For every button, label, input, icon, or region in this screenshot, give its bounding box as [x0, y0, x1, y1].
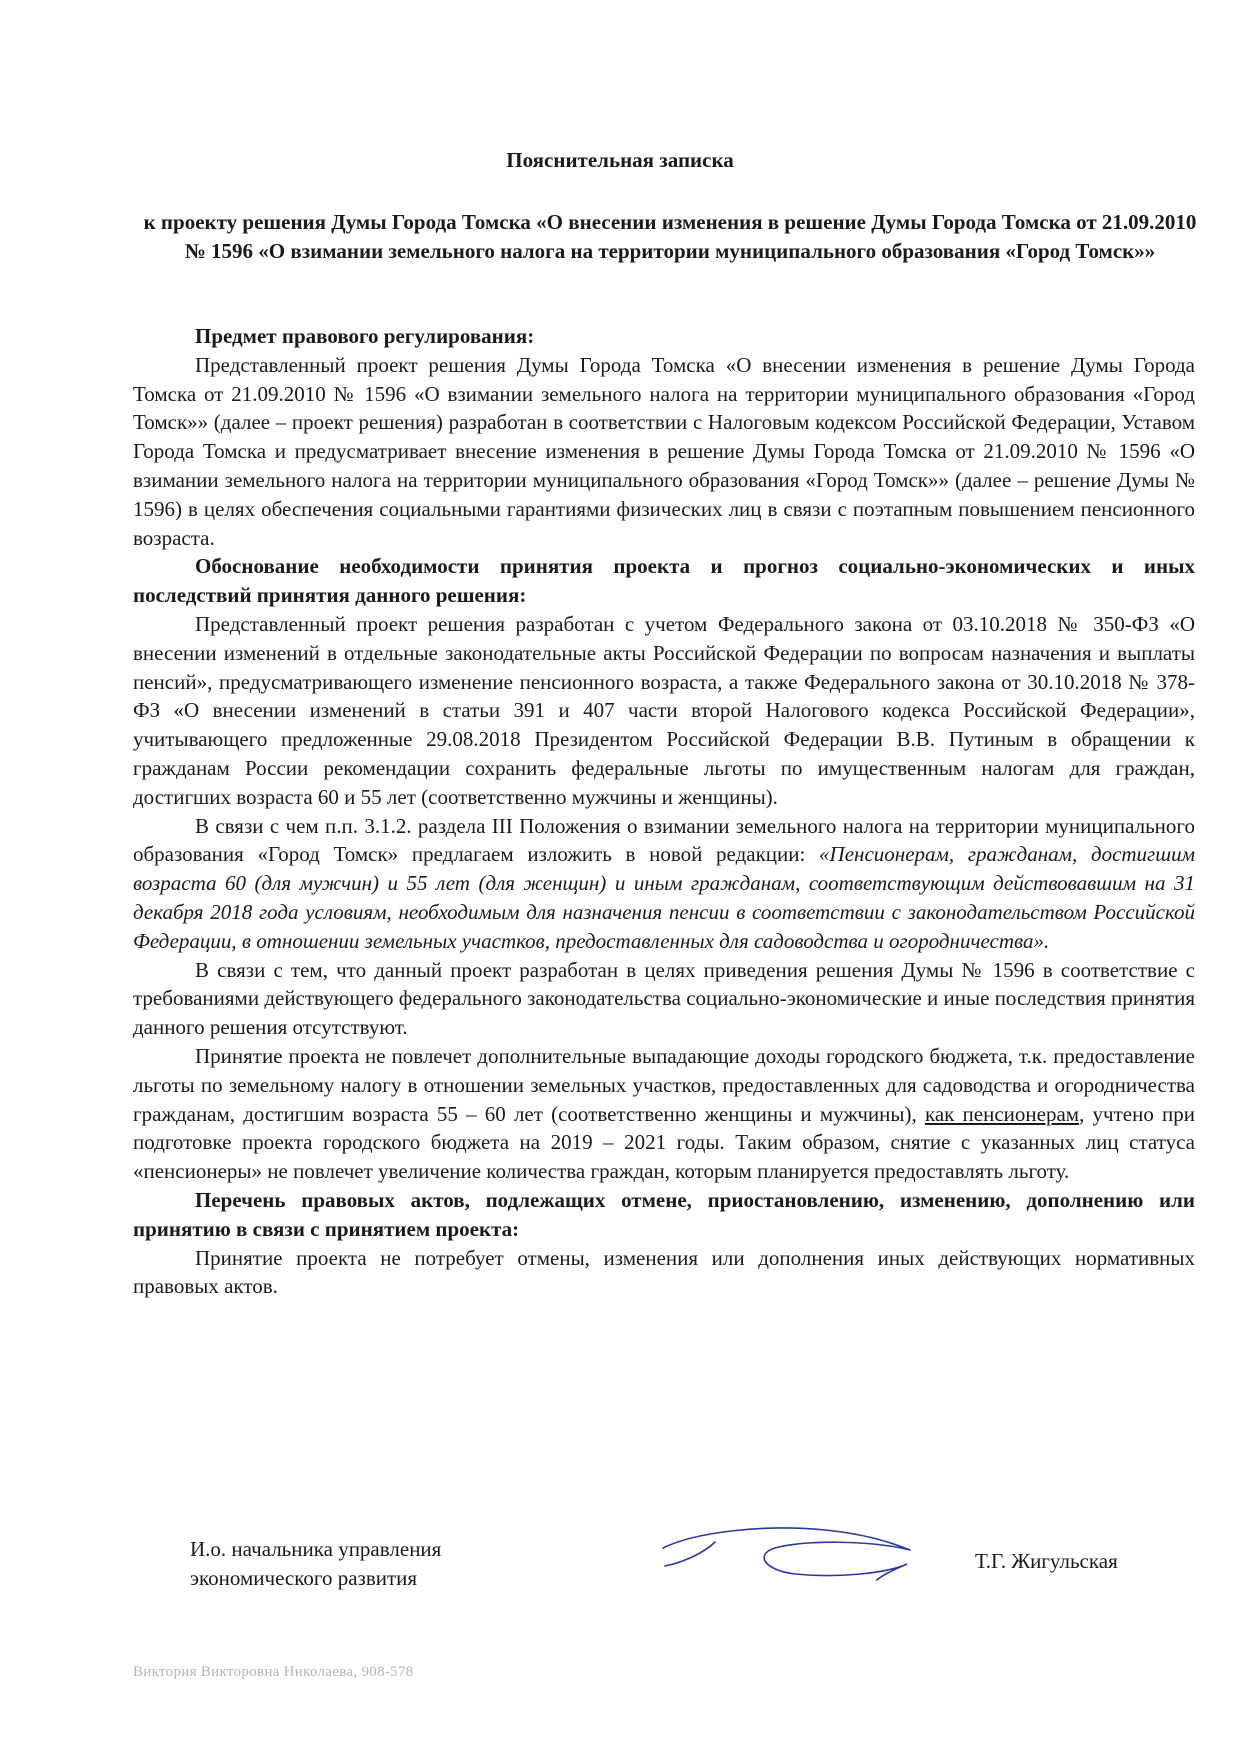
handwritten-signature [655, 1518, 920, 1598]
budget-text-underlined: как пенсионерам [924, 1101, 1080, 1126]
budget-paragraph [133, 1042, 1195, 1186]
document-body [133, 322, 1195, 1301]
executor-footer: Виктория Викторовна Николаева, 908-578 [133, 1664, 414, 1680]
subject-heading: Предмет правового регулирования: [195, 324, 535, 348]
justification-paragraph: Представленный проект решения разработан с учетом Федерального закона от 03.10.2018 № 350-ФЗ «О внесении изменений в отдельные законодательные акты Российской Федерации по вопросам назначения и выплаты пенсий», предусматривающего изменение пенсионного возраста, а также Федерального закона от 30.10.2018 № 378-ФЗ «О внесении изменений в статьи 391 и 407 части второй Налогового кодекса Российской Федерации», учитывающего предложенные 29.08.2018 Президентом Российской Федерации В.В. Путиным в обращении к гражданам России рекомендации сохранить федеральные льготы по имущественным налогам для граждан, достигших возраста 60 и 55 лет (соответственно мужчины и женщины). [133, 611, 1195, 809]
proposal-paragraph [133, 812, 1195, 956]
signer-position-line2: экономического развития [190, 1566, 418, 1590]
document-title: Пояснительная записка [506, 148, 734, 172]
signer-position [190, 1535, 441, 1593]
signature-stroke [663, 1528, 910, 1580]
acts-heading: Перечень правовых актов, подлежащих отмене, приостановлению, изменению, дополнению или принятию в связи с принятием проекта: [133, 1187, 1195, 1241]
budget-text-before: Принятие проекта не повлечет дополнительные выпадающие доходы городского бюджета, т.к. предоставление льготы по земельному налогу в отношении земельных участков, предоставленных для садоводства и огородничества гражданам, достигшим возраста 55 – 60 лет (соответственно женщины и мужчины), [133, 1043, 1195, 1126]
budget-text-after: , учтено при подготовке проекта городского бюджета на 2019 – 2021 годы. Таким образом, снятие с указанных лиц статуса «пенсионеры» не повлечет увеличение количества граждан, которым планируется предоставлять льготу. [133, 1101, 1195, 1184]
proposal-quote: «Пенсионерам, гражданам, достигшим возраста 60 (для мужчин) и 55 лет (для женщин) и иным гражданам, соответствующим действовавшим на 31 декабря 2018 года условиям, необходимым для назначения пенсии в соответствии с законодательством Российской Федерации, в отношении земельных участков, предоставленных для садоводства и огородничества». [133, 842, 1196, 953]
acts-paragraph: Принятие проекта не потребует отмены, изменения или дополнения иных действующих нормативных правовых актов. [133, 1245, 1195, 1299]
signer-name: Т.Г. Жигульская [975, 1549, 1118, 1573]
consequences-paragraph: В связи с тем, что данный проект разработан в целях приведения решения Думы № 1596 в соответствие с требованиями действующего федерального законодательства социально-экономические и иные последствия принятия данного решения отсутствуют. [133, 957, 1195, 1040]
subject-paragraph: Представленный проект решения Думы Города Томска «О внесении изменения в решение Думы Города Томска от 21.09.2010 № 1596 «О взимании земельного налога на территории муниципального образования «Город Томск»» (далее – проект решения) разработан в соответствии с Налоговым кодексом Российской Федерации, Уставом Города Томска и предусматривает внесение изменения в решение Думы Города Томска от 21.09.2010 № 1596 «О взимании земельного налога на территории муниципального образования «Город Томск»» (далее – решение Думы № 1596) в целях обеспечения социальными гарантиями физических лиц в связи с поэтапным повышением пенсионного возраста. [133, 352, 1195, 550]
signer-position-line1: И.о. начальника управления [190, 1537, 442, 1561]
document-subtitle: к проекту решения Думы Города Томска «О внесении изменения в решение Думы Города Томска от 21.09.2010 № 1596 «О взимании земельного налога на территории муниципального образования «Город Томск»» [143, 210, 1197, 263]
justification-heading: Обоснование необходимости принятия проекта и прогноз социально-экономических и иных последствий принятия данного решения: [133, 554, 1195, 608]
proposal-intro: В связи с чем п.п. 3.1.2. раздела III Положения о взимании земельного налога на территории муниципального образования «Город Томск» предлагаем изложить в новой редакции: [133, 813, 1195, 867]
